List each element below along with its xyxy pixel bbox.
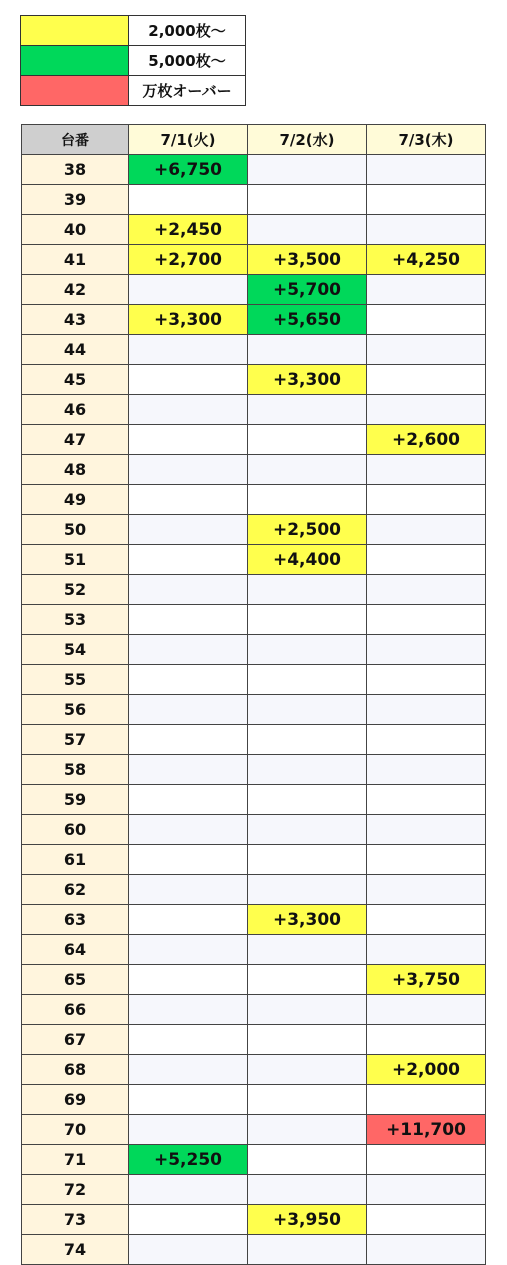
machine-number: 71 bbox=[22, 1145, 129, 1175]
table-row bbox=[22, 815, 486, 845]
result-cell-day-1 bbox=[129, 395, 248, 425]
result-cell-day-1 bbox=[129, 1115, 248, 1145]
result-cell-day-1 bbox=[129, 875, 248, 905]
result-cell-day-2 bbox=[248, 485, 367, 515]
header-date-1: 7/1(火) bbox=[129, 125, 248, 155]
result-cell-day-1 bbox=[129, 335, 248, 365]
legend-swatch bbox=[21, 76, 129, 106]
result-cell-day-2 bbox=[248, 1235, 367, 1265]
result-cell-day-1 bbox=[129, 845, 248, 875]
result-cell-day-3 bbox=[367, 1205, 486, 1235]
result-cell-day-3 bbox=[367, 575, 486, 605]
result-cell-day-1 bbox=[129, 575, 248, 605]
result-cell-day-3: +2,600 bbox=[367, 425, 486, 455]
machine-number: 57 bbox=[22, 725, 129, 755]
result-cell-day-1 bbox=[129, 995, 248, 1025]
result-cell-day-1: +5,250 bbox=[129, 1145, 248, 1175]
machine-number: 59 bbox=[22, 785, 129, 815]
result-cell-day-3 bbox=[367, 635, 486, 665]
result-cell-day-1 bbox=[129, 695, 248, 725]
machine-number: 62 bbox=[22, 875, 129, 905]
result-cell-day-3 bbox=[367, 215, 486, 245]
result-cell-day-2 bbox=[248, 335, 367, 365]
table-row bbox=[22, 965, 486, 995]
machine-number: 42 bbox=[22, 275, 129, 305]
result-cell-day-3 bbox=[367, 875, 486, 905]
result-cell-day-3 bbox=[367, 845, 486, 875]
table-row bbox=[22, 575, 486, 605]
machine-number: 50 bbox=[22, 515, 129, 545]
result-cell-day-3: +3,750 bbox=[367, 965, 486, 995]
machine-number: 51 bbox=[22, 545, 129, 575]
table-row bbox=[22, 275, 486, 305]
result-cell-day-1 bbox=[129, 425, 248, 455]
machine-number: 70 bbox=[22, 1115, 129, 1145]
table-body bbox=[22, 155, 486, 1265]
result-cell-day-3 bbox=[367, 905, 486, 935]
machine-number: 65 bbox=[22, 965, 129, 995]
result-cell-day-3 bbox=[367, 785, 486, 815]
result-cell-day-1 bbox=[129, 785, 248, 815]
result-cell-day-3 bbox=[367, 275, 486, 305]
machine-number: 60 bbox=[22, 815, 129, 845]
machine-number: 49 bbox=[22, 485, 129, 515]
result-cell-day-2 bbox=[248, 1115, 367, 1145]
result-cell-day-2 bbox=[248, 875, 367, 905]
machine-number: 48 bbox=[22, 455, 129, 485]
machine-number: 39 bbox=[22, 185, 129, 215]
table-row bbox=[22, 1115, 486, 1145]
table-row bbox=[22, 485, 486, 515]
result-cell-day-3: +4,250 bbox=[367, 245, 486, 275]
result-cell-day-1 bbox=[129, 725, 248, 755]
table-row bbox=[22, 1055, 486, 1085]
result-cell-day-3 bbox=[367, 755, 486, 785]
legend-row-tier1 bbox=[21, 16, 246, 46]
result-cell-day-3 bbox=[367, 935, 486, 965]
table-row bbox=[22, 1205, 486, 1235]
machine-number: 66 bbox=[22, 995, 129, 1025]
result-cell-day-1 bbox=[129, 815, 248, 845]
table-row bbox=[22, 665, 486, 695]
result-cell-day-1 bbox=[129, 965, 248, 995]
result-cell-day-3 bbox=[367, 395, 486, 425]
table-row bbox=[22, 455, 486, 485]
result-cell-day-2: +3,950 bbox=[248, 1205, 367, 1235]
legend-swatch bbox=[21, 16, 129, 46]
machine-number: 53 bbox=[22, 605, 129, 635]
result-cell-day-1 bbox=[129, 1085, 248, 1115]
result-cell-day-3 bbox=[367, 1235, 486, 1265]
machine-number: 58 bbox=[22, 755, 129, 785]
result-cell-day-1 bbox=[129, 1175, 248, 1205]
result-cell-day-3: +2,000 bbox=[367, 1055, 486, 1085]
result-cell-day-1 bbox=[129, 1055, 248, 1085]
result-cell-day-2 bbox=[248, 785, 367, 815]
machine-number: 67 bbox=[22, 1025, 129, 1055]
result-cell-day-3 bbox=[367, 515, 486, 545]
result-cell-day-1 bbox=[129, 665, 248, 695]
legend-row-tier3 bbox=[21, 76, 246, 106]
machine-number: 43 bbox=[22, 305, 129, 335]
table-row bbox=[22, 395, 486, 425]
result-cell-day-1 bbox=[129, 545, 248, 575]
machine-number: 54 bbox=[22, 635, 129, 665]
result-cell-day-2 bbox=[248, 845, 367, 875]
machine-number: 52 bbox=[22, 575, 129, 605]
result-cell-day-2 bbox=[248, 755, 367, 785]
table-row bbox=[22, 875, 486, 905]
header-date-3: 7/3(木) bbox=[367, 125, 486, 155]
result-cell-day-1 bbox=[129, 1205, 248, 1235]
machine-number: 68 bbox=[22, 1055, 129, 1085]
table-row bbox=[22, 785, 486, 815]
result-cell-day-3 bbox=[367, 995, 486, 1025]
result-cell-day-2 bbox=[248, 425, 367, 455]
result-cell-day-3 bbox=[367, 815, 486, 845]
result-cell-day-1 bbox=[129, 635, 248, 665]
result-cell-day-1 bbox=[129, 1235, 248, 1265]
result-cell-day-2: +5,700 bbox=[248, 275, 367, 305]
result-cell-day-2 bbox=[248, 665, 367, 695]
result-cell-day-3 bbox=[367, 1175, 486, 1205]
result-cell-day-1 bbox=[129, 365, 248, 395]
result-cell-day-2 bbox=[248, 605, 367, 635]
machine-number: 55 bbox=[22, 665, 129, 695]
result-cell-day-3 bbox=[367, 1025, 486, 1055]
machine-number: 73 bbox=[22, 1205, 129, 1235]
table-row bbox=[22, 365, 486, 395]
result-cell-day-3 bbox=[367, 1085, 486, 1115]
legend-swatch bbox=[21, 46, 129, 76]
table-header-row bbox=[22, 125, 486, 155]
result-cell-day-2 bbox=[248, 815, 367, 845]
table-row bbox=[22, 215, 486, 245]
machine-number: 40 bbox=[22, 215, 129, 245]
table-row bbox=[22, 845, 486, 875]
legend bbox=[20, 15, 246, 106]
machine-number: 69 bbox=[22, 1085, 129, 1115]
result-cell-day-3: +11,700 bbox=[367, 1115, 486, 1145]
result-cell-day-2: +3,500 bbox=[248, 245, 367, 275]
result-cell-day-1 bbox=[129, 755, 248, 785]
result-cell-day-1: +2,700 bbox=[129, 245, 248, 275]
result-cell-day-1: +2,450 bbox=[129, 215, 248, 245]
result-cell-day-3 bbox=[367, 305, 486, 335]
table-row bbox=[22, 305, 486, 335]
result-cell-day-3 bbox=[367, 185, 486, 215]
table-row bbox=[22, 185, 486, 215]
machine-number: 45 bbox=[22, 365, 129, 395]
legend-label: 万枚オーバー bbox=[129, 76, 246, 106]
result-cell-day-2 bbox=[248, 455, 367, 485]
result-cell-day-1 bbox=[129, 515, 248, 545]
result-cell-day-3 bbox=[367, 155, 486, 185]
result-cell-day-3 bbox=[367, 545, 486, 575]
result-cell-day-2: +5,650 bbox=[248, 305, 367, 335]
machine-results-table bbox=[21, 124, 486, 1265]
table-row bbox=[22, 605, 486, 635]
table-row bbox=[22, 1175, 486, 1205]
result-cell-day-2 bbox=[248, 155, 367, 185]
result-cell-day-3 bbox=[367, 365, 486, 395]
result-cell-day-2: +3,300 bbox=[248, 365, 367, 395]
legend-row-tier2 bbox=[21, 46, 246, 76]
result-cell-day-3 bbox=[367, 695, 486, 725]
result-cell-day-2 bbox=[248, 935, 367, 965]
table-row bbox=[22, 725, 486, 755]
result-cell-day-2 bbox=[248, 1025, 367, 1055]
machine-number: 44 bbox=[22, 335, 129, 365]
result-cell-day-2 bbox=[248, 215, 367, 245]
result-cell-day-1 bbox=[129, 485, 248, 515]
result-cell-day-2 bbox=[248, 395, 367, 425]
result-cell-day-3 bbox=[367, 605, 486, 635]
result-cell-day-3 bbox=[367, 455, 486, 485]
result-cell-day-2 bbox=[248, 995, 367, 1025]
result-cell-day-2 bbox=[248, 575, 367, 605]
machine-number: 63 bbox=[22, 905, 129, 935]
result-cell-day-1 bbox=[129, 605, 248, 635]
machine-number: 61 bbox=[22, 845, 129, 875]
table-row bbox=[22, 935, 486, 965]
table-row bbox=[22, 425, 486, 455]
result-cell-day-3 bbox=[367, 665, 486, 695]
header-date-2: 7/2(水) bbox=[248, 125, 367, 155]
machine-number: 72 bbox=[22, 1175, 129, 1205]
result-cell-day-2 bbox=[248, 1175, 367, 1205]
table-row bbox=[22, 995, 486, 1025]
result-cell-day-2 bbox=[248, 695, 367, 725]
result-cell-day-1: +6,750 bbox=[129, 155, 248, 185]
result-cell-day-2 bbox=[248, 1145, 367, 1175]
legend-label: 5,000枚～ bbox=[129, 46, 246, 76]
result-cell-day-1 bbox=[129, 275, 248, 305]
table-row bbox=[22, 1235, 486, 1265]
machine-number: 47 bbox=[22, 425, 129, 455]
table-row bbox=[22, 695, 486, 725]
header-machine-number: 台番 bbox=[22, 125, 129, 155]
machine-number: 41 bbox=[22, 245, 129, 275]
result-cell-day-1 bbox=[129, 935, 248, 965]
table-row bbox=[22, 245, 486, 275]
result-cell-day-1: +3,300 bbox=[129, 305, 248, 335]
table-row bbox=[22, 155, 486, 185]
table-row bbox=[22, 515, 486, 545]
table-row bbox=[22, 335, 486, 365]
result-cell-day-2 bbox=[248, 185, 367, 215]
result-cell-day-3 bbox=[367, 485, 486, 515]
table-row bbox=[22, 755, 486, 785]
result-cell-day-2 bbox=[248, 965, 367, 995]
result-cell-day-2: +2,500 bbox=[248, 515, 367, 545]
table-row bbox=[22, 1145, 486, 1175]
result-cell-day-2 bbox=[248, 1055, 367, 1085]
machine-number: 64 bbox=[22, 935, 129, 965]
result-cell-day-1 bbox=[129, 455, 248, 485]
result-cell-day-3 bbox=[367, 1145, 486, 1175]
machine-number: 56 bbox=[22, 695, 129, 725]
result-cell-day-3 bbox=[367, 335, 486, 365]
result-cell-day-2: +4,400 bbox=[248, 545, 367, 575]
table-row bbox=[22, 905, 486, 935]
table-row bbox=[22, 1025, 486, 1055]
machine-number: 74 bbox=[22, 1235, 129, 1265]
machine-number: 46 bbox=[22, 395, 129, 425]
machine-number: 38 bbox=[22, 155, 129, 185]
result-cell-day-3 bbox=[367, 725, 486, 755]
table-row bbox=[22, 1085, 486, 1115]
result-cell-day-1 bbox=[129, 905, 248, 935]
legend-label: 2,000枚～ bbox=[129, 16, 246, 46]
result-cell-day-2 bbox=[248, 725, 367, 755]
table-row bbox=[22, 545, 486, 575]
result-cell-day-2 bbox=[248, 1085, 367, 1115]
result-cell-day-2 bbox=[248, 635, 367, 665]
result-cell-day-1 bbox=[129, 1025, 248, 1055]
table-row bbox=[22, 635, 486, 665]
result-cell-day-1 bbox=[129, 185, 248, 215]
result-cell-day-2: +3,300 bbox=[248, 905, 367, 935]
